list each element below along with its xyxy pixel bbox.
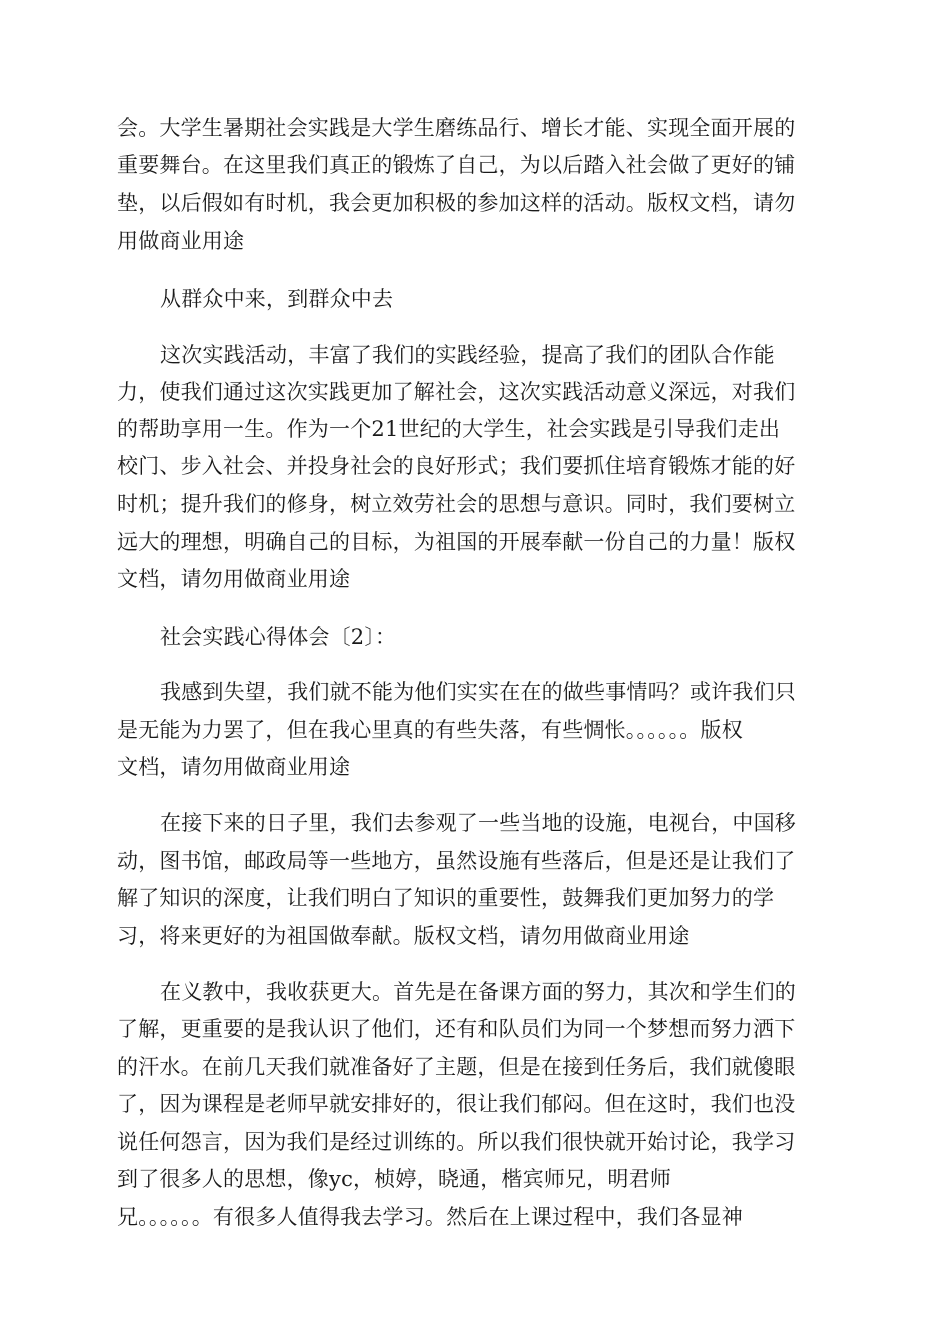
- paragraph-line: 了解，更重要的是我认识了他们，还有和队员们为同一个梦想而努力洒下: [117, 1017, 796, 1041]
- paragraph-line: 用做商业用途: [117, 229, 245, 253]
- paragraph-line: 垫，以后假如有时机，我会更加积极的参加这样的活动。版权文档，请勿: [117, 191, 796, 215]
- paragraph-line: 重要舞台。在这里我们真正的锻炼了自己，为以后踏入社会做了更好的铺: [117, 153, 796, 177]
- paragraph-line: 文档，请勿用做商业用途: [117, 755, 351, 779]
- paragraph-line: 是无能为力罢了，但在我心里真的有些失落，有些惆怅。。。。。。版权: [117, 718, 743, 742]
- paragraph-line: 力，使我们通过这次实践更加了解社会，这次实践活动意义深远，对我们: [117, 380, 796, 404]
- section-heading: 从群众中来，到群众中去: [160, 287, 394, 311]
- paragraph-line: 在义教中，我收获更大。首先是在备课方面的努力，其次和学生们的: [160, 980, 796, 1004]
- paragraph-line: 在接下来的日子里，我们去参观了一些当地的设施，电视台，中国移: [160, 811, 796, 835]
- paragraph-line: 动，图书馆，邮政局等一些地方，虽然设施有些落后，但是还是让我们了: [117, 849, 796, 873]
- paragraph-line: 的汗水。在前几天我们就准备好了主题，但是在接到任务后，我们就傻眼: [117, 1055, 796, 1079]
- paragraph-line: 我感到失望，我们就不能为他们实实在在的做些事情吗？或许我们只: [160, 680, 796, 704]
- paragraph-line: 这次实践活动，丰富了我们的实践经验，提高了我们的团队合作能: [160, 343, 775, 367]
- paragraph-line: 远大的理想，明确自己的目标，为祖国的开展奉献一份自己的力量！版权: [117, 530, 796, 554]
- paragraph-line: 说任何怨言，因为我们是经过训练的。所以我们很快就开始讨论，我学习: [117, 1130, 796, 1154]
- section-heading: 社会实践心得体会〔2〕：: [160, 625, 397, 649]
- paragraph-line: 文档，请勿用做商业用途: [117, 567, 351, 591]
- paragraph-line: 校门、步入社会、并投身社会的良好形式；我们要抓住培育锻炼才能的好: [117, 454, 796, 478]
- paragraph-line: 了，因为课程是老师早就安排好的，很让我们郁闷。但在这时，我们也没: [117, 1092, 796, 1116]
- paragraph-line: 的帮助享用一生。作为一个21世纪的大学生，社会实践是引导我们走出: [117, 417, 781, 441]
- paragraph-line: 到了很多人的思想，像yc，桢婷，晓通，楷宾师兄，明君师: [117, 1167, 672, 1191]
- paragraph-line: 解了知识的深度，让我们明白了知识的重要性，鼓舞我们更加努力的学: [117, 886, 775, 910]
- paragraph-line: 时机；提升我们的修身，树立效劳社会的思想与意识。同时，我们要树立: [117, 492, 796, 516]
- paragraph-line: 会。大学生暑期社会实践是大学生磨练品行、增长才能、实现全面开展的: [117, 116, 796, 140]
- paragraph-line: 习，将来更好的为祖国做奉献。版权文档，请勿用做商业用途: [117, 924, 690, 948]
- paragraph-line: 兄。。。。。。有很多人值得我去学习。然后在上课过程中，我们各显神: [117, 1205, 743, 1229]
